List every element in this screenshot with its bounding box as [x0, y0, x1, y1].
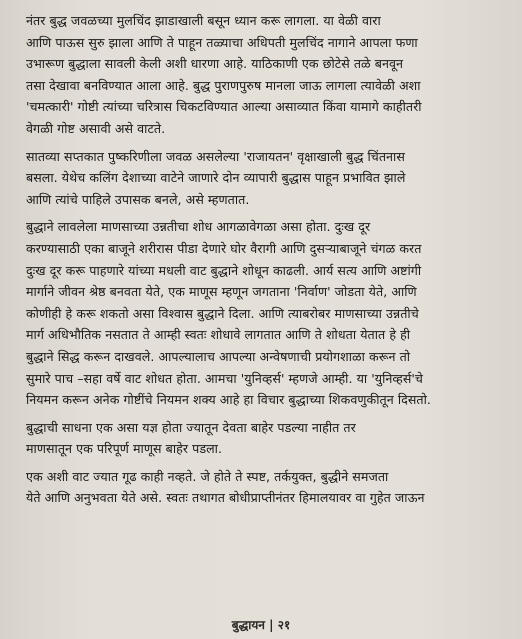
- text-line: बसला. येथेच कलिंग देशाच्या वाटेने जाणारे दोन व्यापारी बुद्धास पाहून प्रभावित झाले: [26, 170, 406, 186]
- text-line: कोणीही हे करू शकतो असा विश्वास बुद्धाने दिला. आणि त्याबरोबर माणसाच्या उन्नतीचे: [26, 305, 419, 321]
- text-line: बुद्धाची साधना एक असा यज्ञ होता ज्यातून देवता बाहेर पडल्या नाहीत तर: [26, 419, 356, 435]
- page-body: [26, 10, 508, 509]
- text-line: येते आणि अनुभवता येते असे. स्वतः तथागत बोधीप्राप्तीनंतर हिमालयावर वा गुहेत जाऊन: [26, 490, 425, 506]
- paragraph: [26, 466, 508, 509]
- text-line: तसा देखावा बनविण्यात आला आहे. बुद्ध पुराणपुरुष मानला जाऊ लागला त्यावेळी अशा: [26, 77, 421, 93]
- text-line: दुःख दूर करू पाहणारे यांच्या मधली वाट बुद्धाने शोधून काढली. आर्य सत्य आणि अष्टांगी: [26, 262, 422, 278]
- page-footer: बुद्धायन | २१: [231, 618, 291, 632]
- text-line: उभारूण बुद्धाला सावली केली अशी धारणा आहे. याठिकाणी एक छोटेसे तळे बनवून: [26, 56, 404, 72]
- paragraph: [26, 146, 508, 211]
- paragraph: [26, 10, 508, 140]
- text-line: वेगळी गोष्ट असावी असे वाटते.: [26, 120, 166, 136]
- paragraph: [26, 417, 508, 460]
- text-line: बुद्धाने लावलेला माणसाच्या उन्नतीचा शोध आगळावेगळा असा होता. दुःख दूर: [26, 219, 371, 235]
- text-line: नियमन करून अनेक गोष्टींचे नियमन शक्य आहे हा विचार बुद्धाच्या शिकवणुकीतून दिसतो.: [26, 392, 431, 408]
- text-line: सातव्या सप्तकात पुष्करिणीला जवळ असलेल्या 'राजायतन' वृक्षाखाली बुद्ध चिंतनास: [26, 148, 405, 164]
- text-line: सुमारे पाच –सहा वर्षे वाट शोधत होता. आमचा 'युनिव्हर्स' म्हणजे आम्ही. या 'युनिव्हर्स'चे: [26, 370, 423, 386]
- text-line: मार्ग अधिभौतिक नसतात ते आम्ही स्वतः शोधावे लागतात आणि ते शोधता येतात हे ही: [26, 327, 411, 343]
- text-line: एक अशी वाट ज्यात गूढ काही नव्हते. जे होते ते स्पष्ट, तर्कयुक्त, बुद्धीने समजता: [26, 468, 389, 484]
- text-line: माणसातून एक परिपूर्ण माणूस बाहेर पडला.: [26, 441, 223, 457]
- text-line: करण्यासाठी एका बाजूने शरीरास पीडा देणारे घोर वैरागी आणि दुसऱ्याबाजूने चंगळ करत: [26, 240, 422, 256]
- text-line: मार्गाने जीवन श्रेष्ठ बनवता येते, एक माणूस म्हणून जगताना 'निर्वाण' जोडता येते, आणि: [26, 284, 417, 300]
- text-line: आणि त्यांचे पाहिले उपासक बनले, असे म्हणतात.: [26, 191, 250, 207]
- text-line: नंतर बुद्ध जवळच्या मुलचिंद झाडाखाली बसून ध्यान करू लागला. या वेळी वारा: [26, 13, 381, 28]
- text-line: आणि पाऊस सुरु झाला आणि ते पाहून तळ्याचा अधिपती मुलचिंद नागाने आपला फणा: [26, 34, 418, 50]
- text-line: 'चमत्कारी' गोष्टी त्यांच्या चरित्रास चिकटविण्यात आल्या असाव्यात किंवा यामागे काहीतरी: [26, 99, 422, 115]
- text-line: बुद्धाने सिद्ध करून दाखवले. आपल्यालाच आपल्या अन्वेषणाची प्रयोगशाळा करून तो: [26, 348, 411, 364]
- paragraph: [26, 216, 508, 410]
